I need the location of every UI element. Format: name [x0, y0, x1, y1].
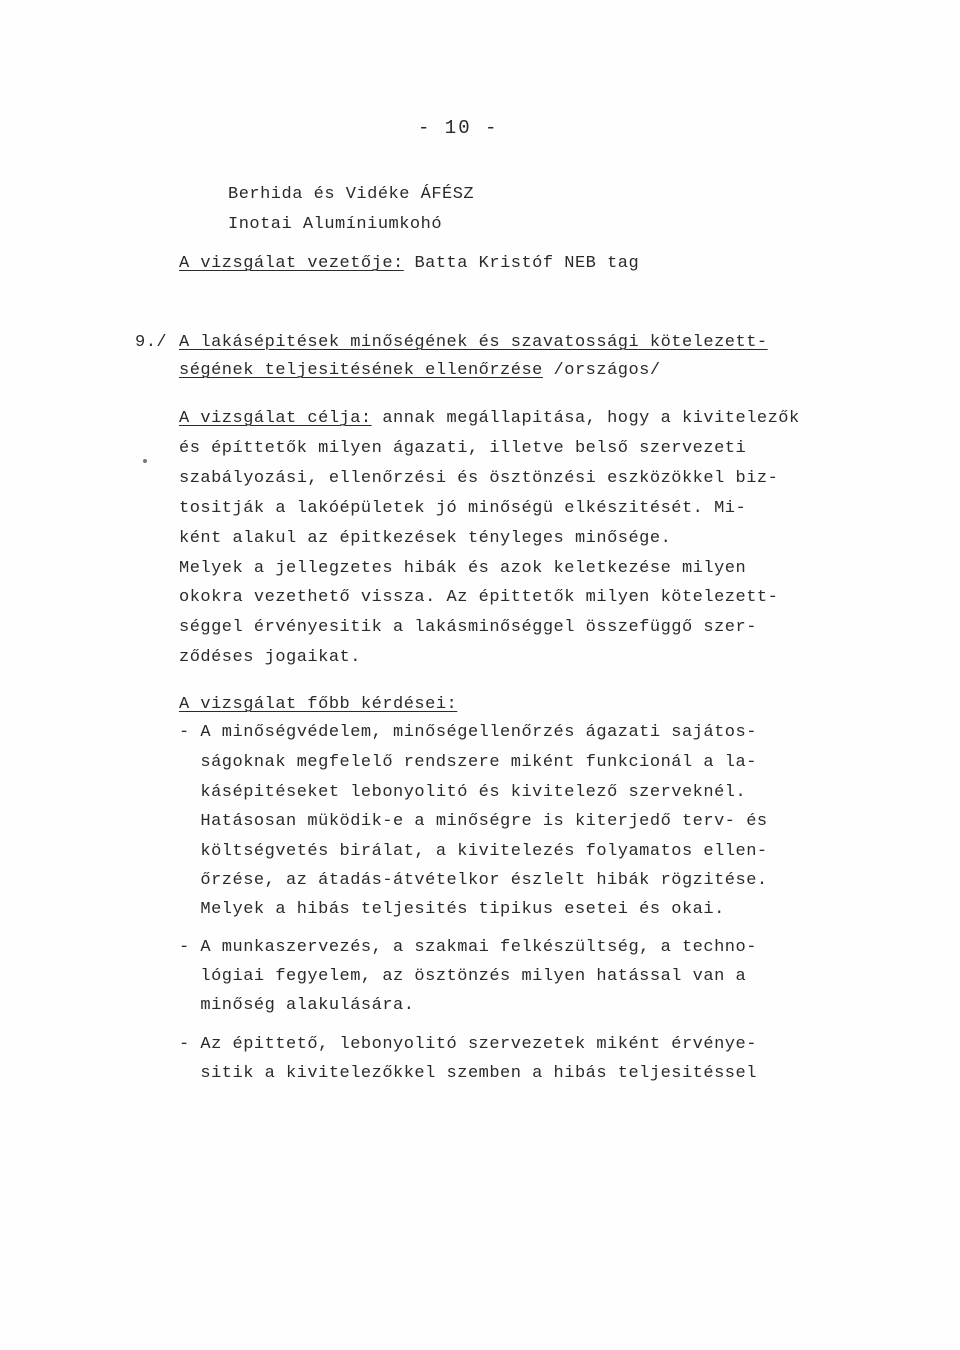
- question-1-line: kásépitéseket lebonyolitó és kivitelező szerveknél.: [179, 783, 747, 802]
- goal-line: szabályozási, ellenőrzési és ösztönzési eszközökkel biz-: [179, 469, 779, 488]
- question-2-line: minőség alakulására.: [179, 996, 415, 1015]
- org-line-1: Berhida és Vidéke ÁFÉSZ: [228, 185, 475, 204]
- question-1-line: őrzése, az átadás-átvételkor észlelt hibák rögzitése.: [179, 871, 768, 890]
- goal-line-1: [179, 408, 800, 430]
- section-title-line-1: A lakásépitések minőségének és szavatossági kötelezett-: [179, 333, 768, 352]
- question-1-line: Melyek a hibás teljesités tipikus esetei és okai.: [179, 900, 725, 919]
- section-title-line-2: [179, 360, 661, 382]
- goal-line: okokra vezethető vissza. Az épittetők milyen kötelezett-: [179, 588, 779, 607]
- question-1-line: ságoknak megfelelő rendszere miként funkcionál a la-: [179, 753, 757, 772]
- question-2-line: lógiai fegyelem, az ösztönzés milyen hatással van a: [179, 967, 747, 986]
- goal-line: ként alakul az épitkezések tényleges minősége.: [179, 529, 672, 548]
- section-title-suffix: /országos/: [542, 361, 661, 380]
- goal-line: ződéses jogaikat.: [179, 648, 361, 667]
- leader-label: A vizsgálat vezetője:: [179, 254, 404, 273]
- question-1-line: Hatásosan müködik-e a minőségre is kiterjedő terv- és: [179, 812, 768, 831]
- question-3-line: - Az épittető, lebonyolitó szervezetek miként érvénye-: [179, 1035, 757, 1054]
- question-1-line: - A minőségvédelem, minőségellenőrzés ágazati sajátos-: [179, 723, 757, 742]
- section-title-underlined: ségének teljesitésének ellenőrzése: [179, 361, 543, 380]
- margin-dot: [143, 459, 147, 463]
- leader-line: [179, 253, 639, 275]
- questions-label: A vizsgálat főbb kérdései:: [179, 695, 458, 714]
- goal-line: és építtetők milyen ágazati, illetve belső szervezeti: [179, 439, 747, 458]
- question-2-line: - A munkaszervezés, a szakmai felkészültség, a techno-: [179, 938, 757, 957]
- section-number: 9./: [135, 333, 168, 352]
- goal-label: A vizsgálat célja:: [179, 409, 372, 428]
- question-3-line: sitik a kivitelezőkkel szemben a hibás teljesitéssel: [179, 1064, 757, 1083]
- page-number: - 10 -: [418, 117, 499, 139]
- question-1-line: költségvetés birálat, a kivitelezés folyamatos ellen-: [179, 842, 768, 861]
- goal-line: tositják a lakóépületek jó minőségü elkészitését. Mi-: [179, 499, 747, 518]
- leader-name: Batta Kristóf NEB tag: [403, 254, 640, 273]
- goal-line: Melyek a jellegzetes hibák és azok keletkezése milyen: [179, 559, 747, 578]
- org-line-2: Inotai Alumíniumkohó: [228, 215, 443, 234]
- goal-line-1-text: annak megállapitása, hogy a kivitelezők: [371, 409, 800, 428]
- goal-line: séggel érvényesitik a lakásminőséggel összefüggő szer-: [179, 618, 757, 637]
